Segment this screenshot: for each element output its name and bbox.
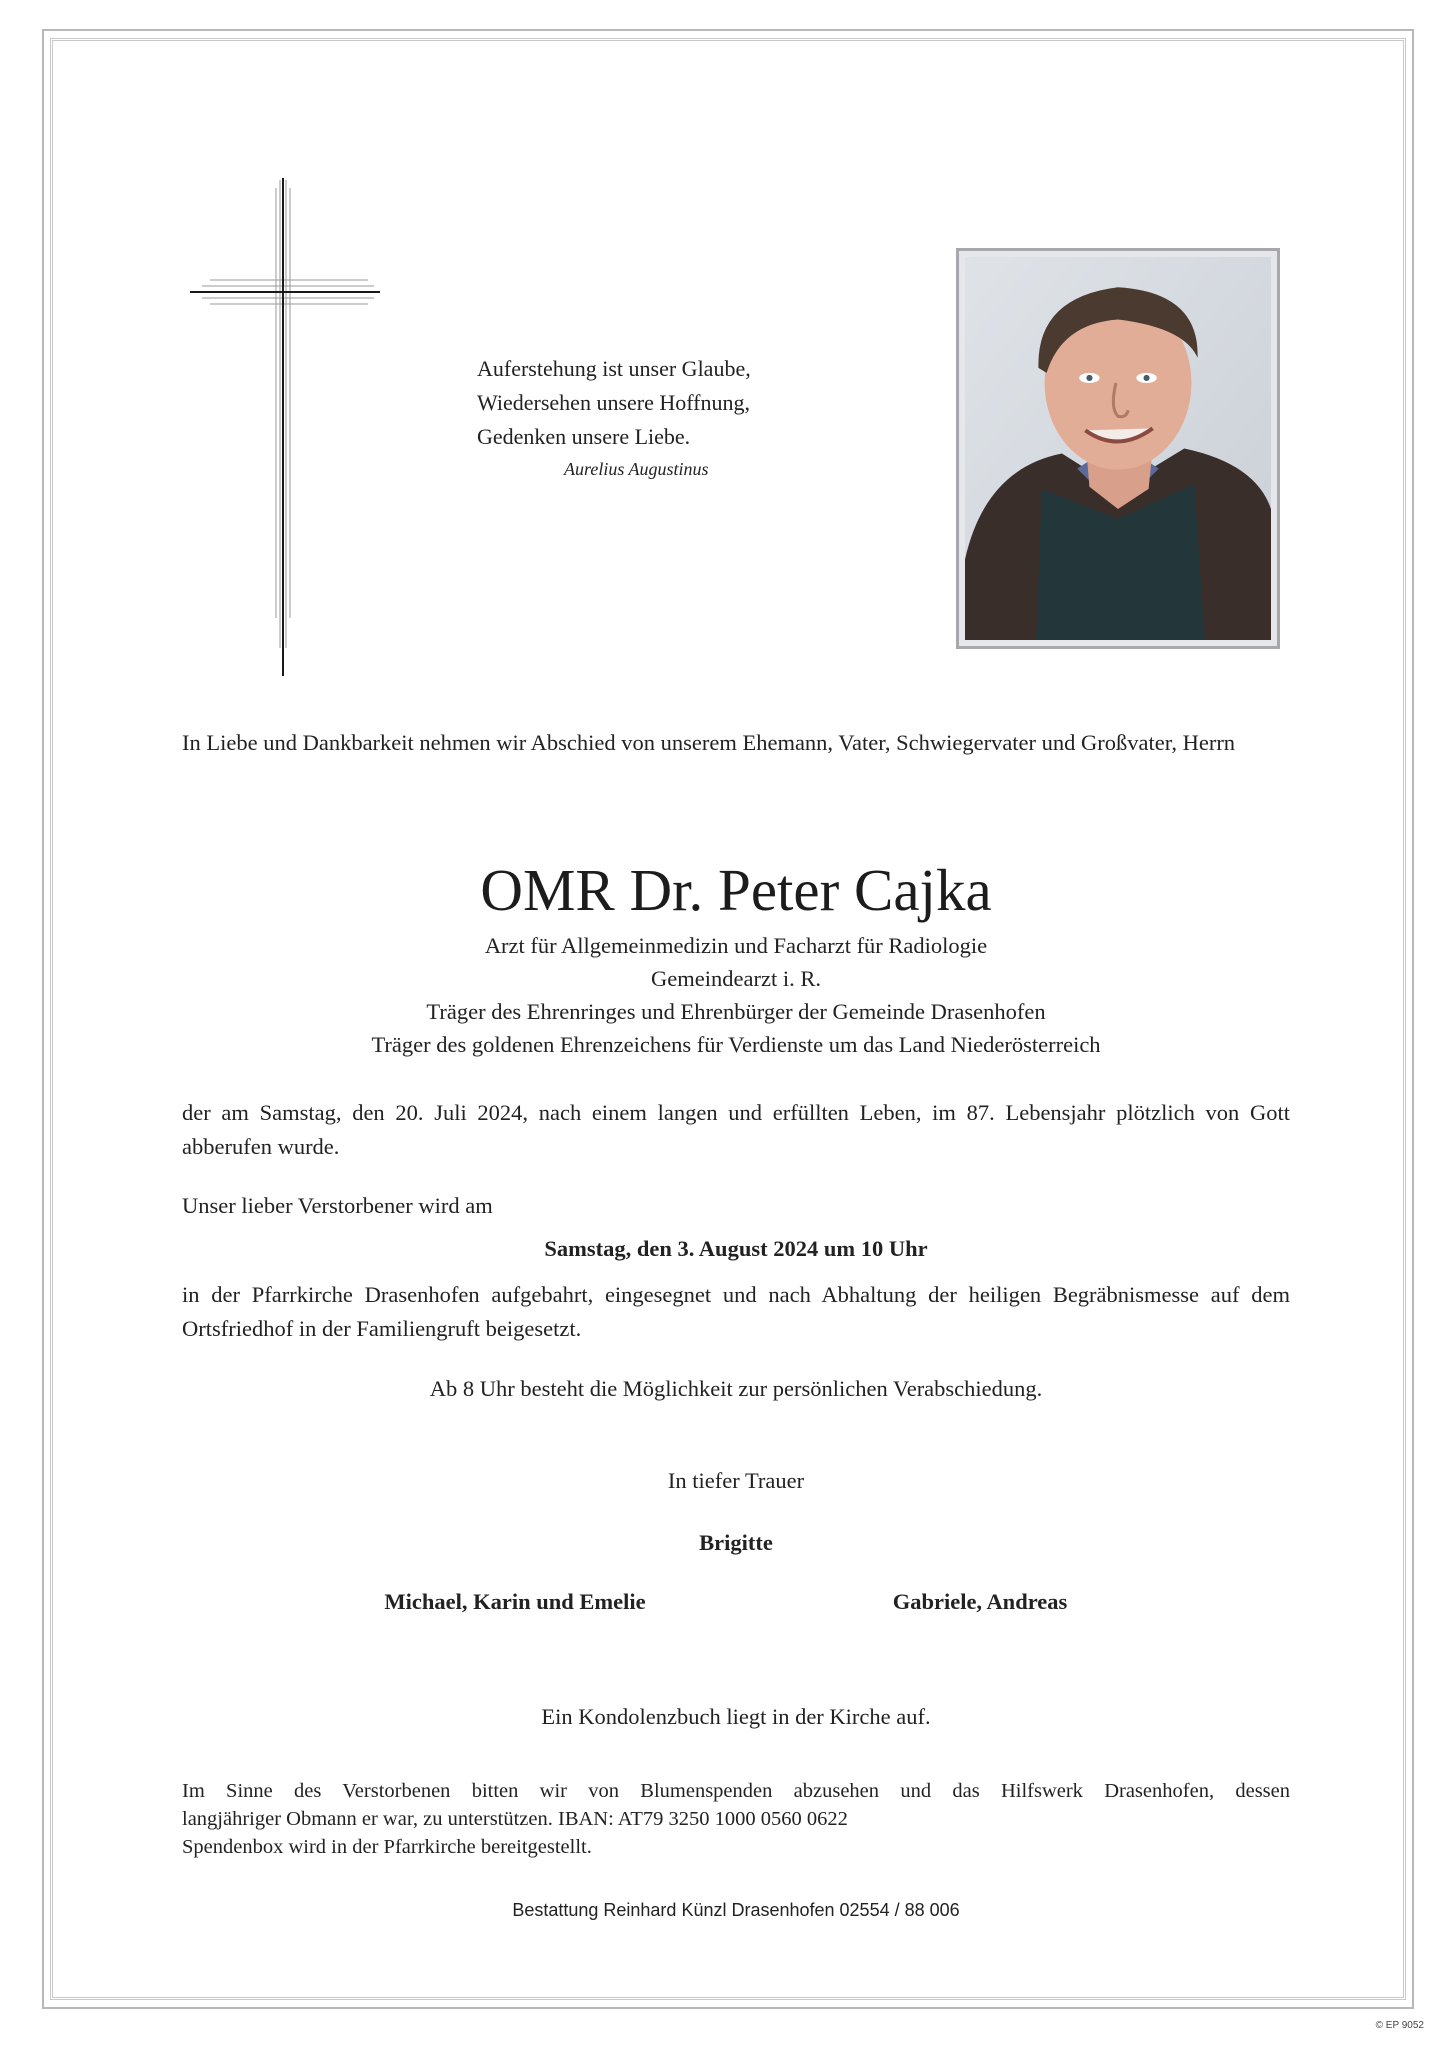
quote-block [477,352,751,484]
farewell-text: Ab 8 Uhr besteht die Möglichkeit zur persönlichen Verabschiedung. [429,1376,1043,1401]
title-line: Träger des Ehrenringes und Ehrenbürger der Gemeinde Drasenhofen [426,999,1046,1024]
cross-icon [190,178,380,678]
document-code: © EP 9052 [1375,2020,1424,2031]
donation-line: langjähriger Obmann er war, zu unterstützen. IBAN: AT79 3250 1000 0560 0622 [182,1808,848,1830]
title-line: Träger des goldenen Ehrenzeichens für Verdienste um das Land Niederösterreich [371,1032,1101,1057]
deceased-titles [182,929,1290,1061]
quote-line: Gedenken unsere Liebe. [477,424,691,449]
funeral-date: Samstag, den 3. August 2024 um 10 Uhr [544,1236,928,1261]
deceased-name: OMR Dr. Peter Cajka [480,857,992,923]
condolence-note: Ein Kondolenzbuch liegt in der Kirche auf. [541,1704,931,1729]
mourner-family-left: Michael, Karin und Emelie [384,1589,646,1614]
passing-text: der am Samstag, den 20. Juli 2024, nach einem langen und erfüllten Leben, im 87. Lebensjahr plötzlich von Gott abberufen wurde. [182,1100,1290,1159]
portrait-photo [956,248,1280,649]
mourner-spouse: Brigitte [699,1530,773,1555]
donation-line: Im Sinne des Verstorbenen bitten wir von Blumenspenden abzusehen und das Hilfswerk Drasenhofen, dessen [182,1780,1290,1802]
funeral-details: in der Pfarrkirche Drasenhofen aufgebahrt, eingesegnet und nach Abhaltung der heiligen Begräbnismesse auf dem Ortsfriedhof in der Familiengruft beigesetzt. [182,1282,1290,1341]
quote-line: Wiedersehen unsere Hoffnung, [477,390,751,415]
intro-text: In Liebe und Dankbarkeit nehmen wir Abschied von unserem Ehemann, Vater, Schwiegervater und Großvater, Herrn [182,730,1236,755]
quote-line: Auferstehung ist unser Glaube, [477,356,751,381]
funeral-intro: Unser lieber Verstorbener wird am [182,1193,493,1218]
title-line: Arzt für Allgemeinmedizin und Facharzt für Radiologie [484,933,988,958]
mourner-family-right: Gabriele, Andreas [892,1589,1068,1614]
donation-note [182,1777,1290,1861]
title-line: Gemeindearzt i. R. [651,966,821,991]
mourners-heading: In tiefer Trauer [667,1468,805,1493]
donation-line: Spendenbox wird in der Pfarrkirche bereitgestellt. [182,1836,592,1858]
undertaker-info: Bestattung Reinhard Künzl Drasenhofen 02554 / 88 006 [512,1900,960,1920]
quote-author: Aurelius Augustinus [564,459,709,479]
